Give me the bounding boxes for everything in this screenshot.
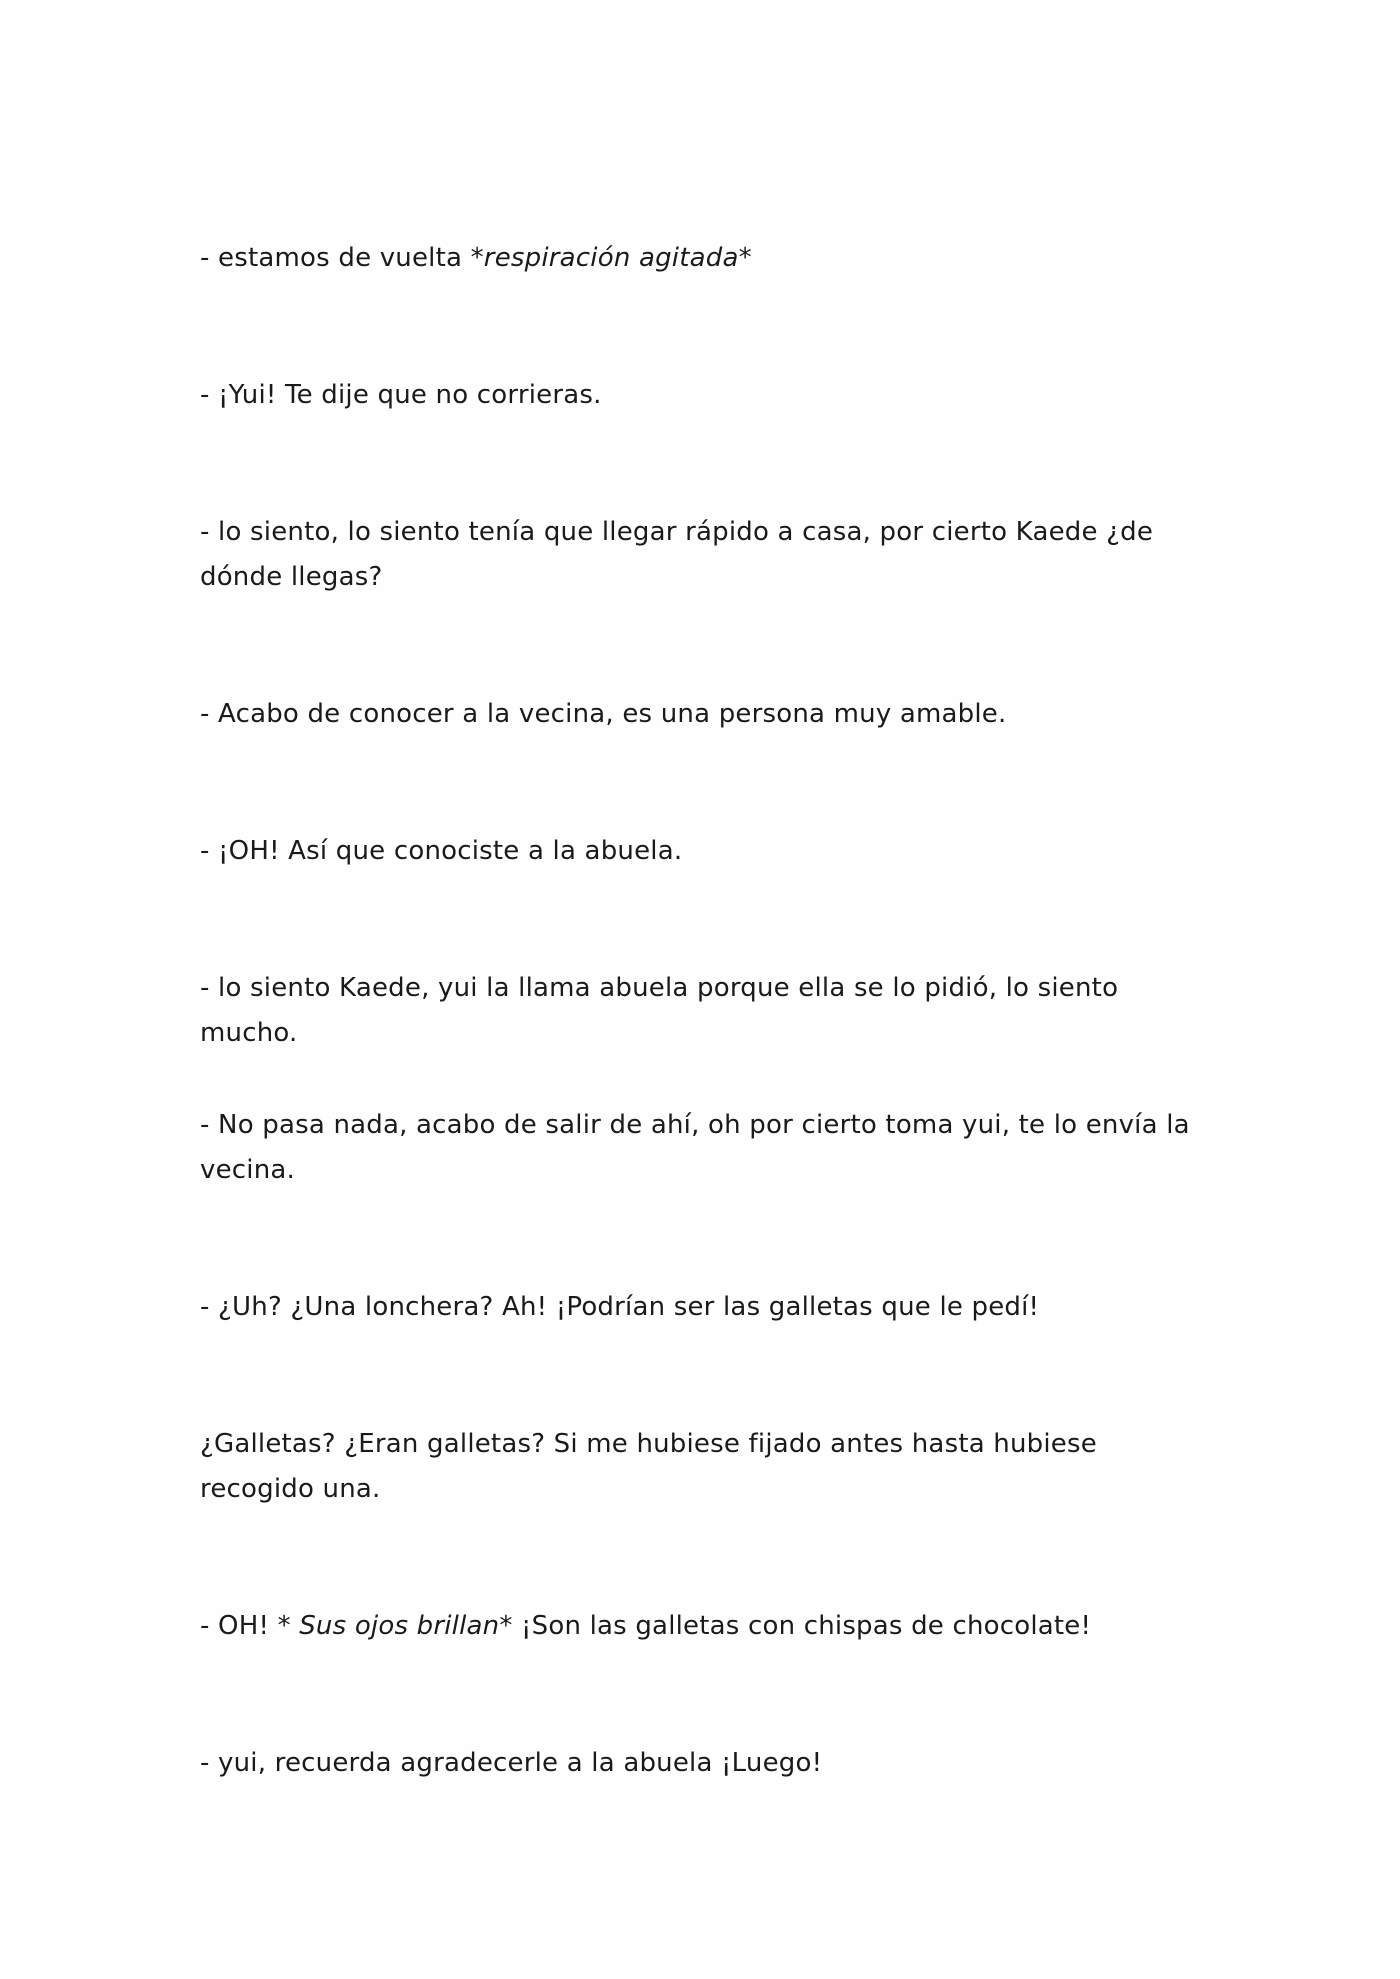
paragraph bbox=[200, 1285, 1200, 1330]
paragraph-text: - lo siento Kaede, yui la llama abuela porque ella se lo pidió, lo siento mucho. bbox=[200, 973, 1119, 1048]
paragraph-text: - No pasa nada, acabo de salir de ahí, oh por cierto toma yui, te lo envía la vecina. bbox=[200, 1110, 1190, 1185]
paragraph bbox=[200, 829, 1200, 874]
paragraph bbox=[200, 1741, 1200, 1786]
paragraph-text: - estamos de vuelta bbox=[200, 243, 471, 273]
paragraph-italic-text: * Sus ojos brillan* bbox=[277, 1611, 513, 1641]
paragraph-text: ¿Galletas? ¿Eran galletas? Si me hubiese fijado antes hasta hubiese recogido una. bbox=[200, 1429, 1097, 1504]
paragraph-text: - OH! bbox=[200, 1611, 278, 1641]
paragraph-text: - ¿Uh? ¿Una lonchera? Ah! ¡Podrían ser las galletas que le pedí! bbox=[200, 1292, 1040, 1322]
paragraph bbox=[200, 236, 1200, 281]
paragraph-text: - ¡Yui! Te dije que no corrieras. bbox=[200, 380, 602, 410]
paragraph-italic-text: *respiración agitada* bbox=[470, 243, 752, 273]
paragraph-text: - Acabo de conocer a la vecina, es una persona muy amable. bbox=[200, 699, 1007, 729]
paragraph-text: - ¡OH! Así que conociste a la abuela. bbox=[200, 836, 683, 866]
paragraph-text: - yui, recuerda agradecerle a la abuela ¡Luego! bbox=[200, 1748, 823, 1778]
paragraph bbox=[200, 966, 1200, 1056]
paragraph bbox=[200, 692, 1200, 737]
paragraph-text: - lo siento, lo siento tenía que llegar rápido a casa, por cierto Kaede ¿de dónde llegas? bbox=[200, 517, 1154, 592]
paragraph bbox=[200, 373, 1200, 418]
paragraph bbox=[200, 510, 1200, 600]
paragraph bbox=[200, 1422, 1200, 1512]
paragraph bbox=[200, 1604, 1200, 1649]
paragraph bbox=[200, 1103, 1200, 1193]
paragraph-text: ¡Son las galletas con chispas de chocolate! bbox=[512, 1611, 1092, 1641]
